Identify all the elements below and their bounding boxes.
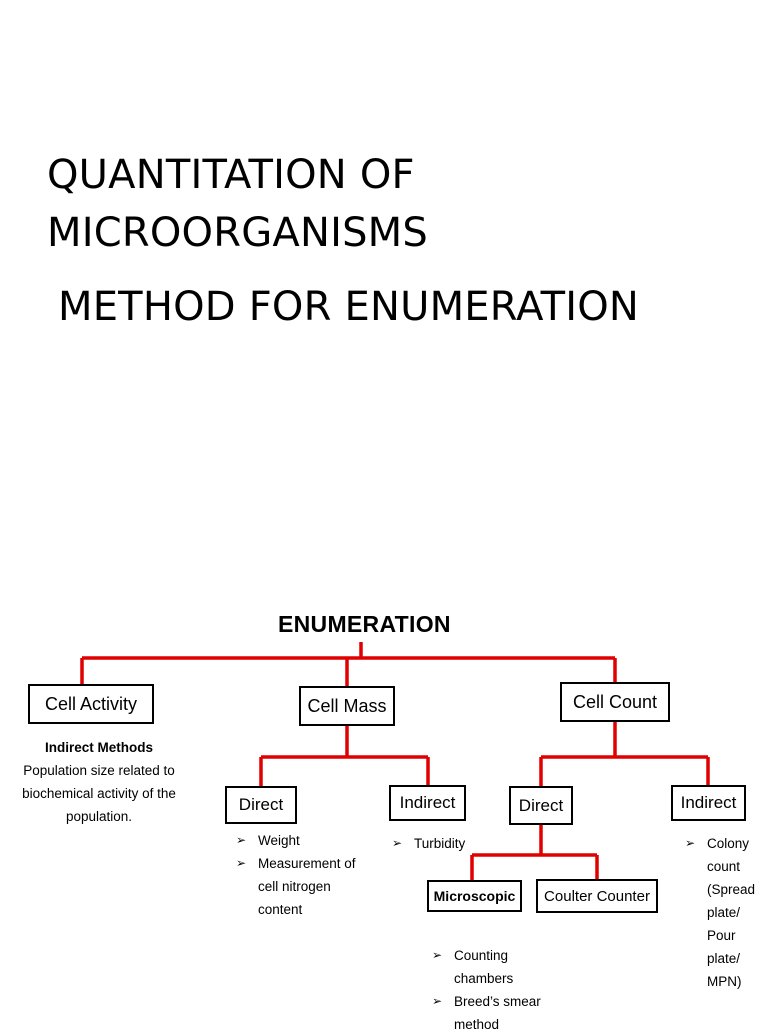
node-cell-count: Cell Count (560, 682, 670, 722)
node-coulter-counter: Coulter Counter (536, 879, 658, 913)
node-cell-mass: Cell Mass (299, 686, 395, 726)
list-mass-indirect (392, 832, 512, 855)
node-count-indirect: Indirect (671, 785, 746, 821)
list-item: ➢ Counting chambers (432, 944, 544, 990)
title-line-1: QUANTITATION OF (47, 152, 415, 198)
connector-mass-branch (261, 726, 428, 786)
node-microscopic: Microscopic (427, 880, 522, 912)
list-item: ➢ Measurement of cell nitrogen content (236, 852, 366, 921)
node-cell-activity: Cell Activity (28, 684, 154, 724)
list-mass-direct (236, 829, 366, 921)
list-microscopic (432, 944, 544, 1036)
note-cell-activity (8, 736, 190, 828)
title-line-2: MICROORGANISMS (47, 210, 428, 256)
title-line-3: METHOD FOR ENUMERATION (58, 284, 640, 330)
node-count-direct: Direct (509, 786, 573, 825)
list-item: ➢ Breed’s smear method (432, 990, 544, 1036)
node-mass-direct: Direct (225, 786, 297, 824)
list-item: ➢ Weight (236, 829, 366, 852)
list-count-indirect (685, 832, 765, 993)
note-text-line-1: Population size related to (23, 763, 175, 778)
note-heading-indirect-methods: Indirect Methods (44, 740, 153, 755)
note-text-line-3: population. (65, 809, 133, 824)
root-node-enumeration: ENUMERATION (278, 611, 451, 637)
list-item: ➢ Colony count (Spread plate/ Pour plate/ MPN) (685, 832, 765, 993)
note-text-line-2: biochemical activity of the (22, 786, 176, 801)
connector-count-branch (541, 722, 708, 786)
node-mass-indirect: Indirect (389, 785, 466, 821)
connector-root (82, 642, 615, 658)
list-item: ➢ Turbidity (392, 832, 512, 855)
